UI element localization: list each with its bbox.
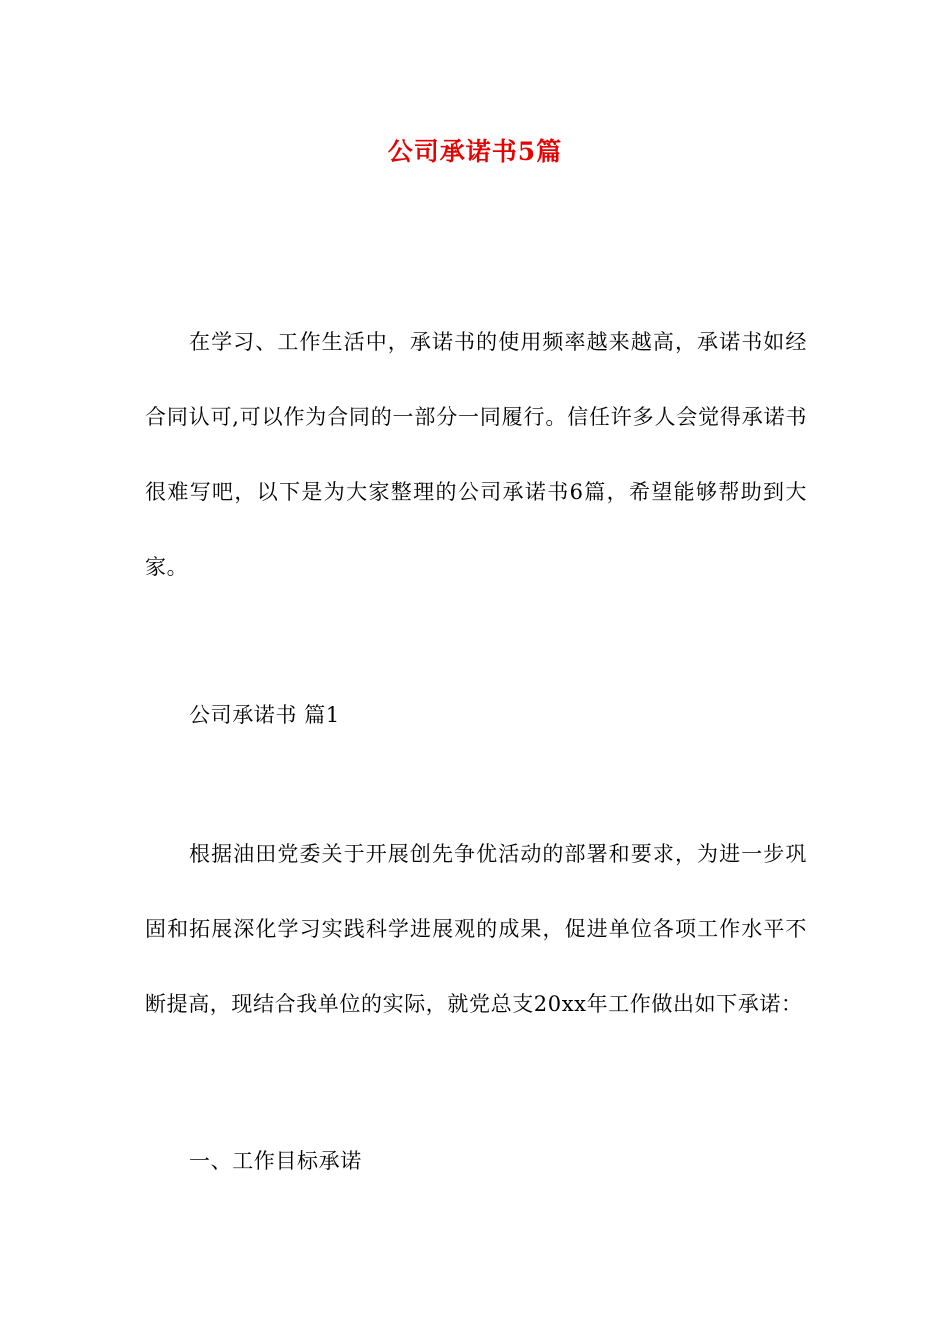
section-heading: 公司承诺书 篇1 [189, 703, 340, 727]
intro-paragraph: 在学习、工作生活中，承诺书的使用频率越来越高，承诺书如经合同认可,可以作为合同的一部分一同履行。信任许多人会觉得承诺书很难写吧，以下是为大家整理的公司承诺书6篇，希望能够帮助到大家。 [145, 330, 807, 579]
document-title: 公司承诺书5篇 [387, 137, 563, 166]
list-item-heading: 一、工作目标承诺 [189, 1149, 362, 1173]
body-paragraph: 根据油田党委关于开展创先争优活动的部署和要求，为进一步巩固和拓展深化学习实践科学进展观的成果，促进单位各项工作水平不断提高，现结合我单位的实际，就党总支20xx年工作做出如下承诺： [145, 842, 807, 1016]
